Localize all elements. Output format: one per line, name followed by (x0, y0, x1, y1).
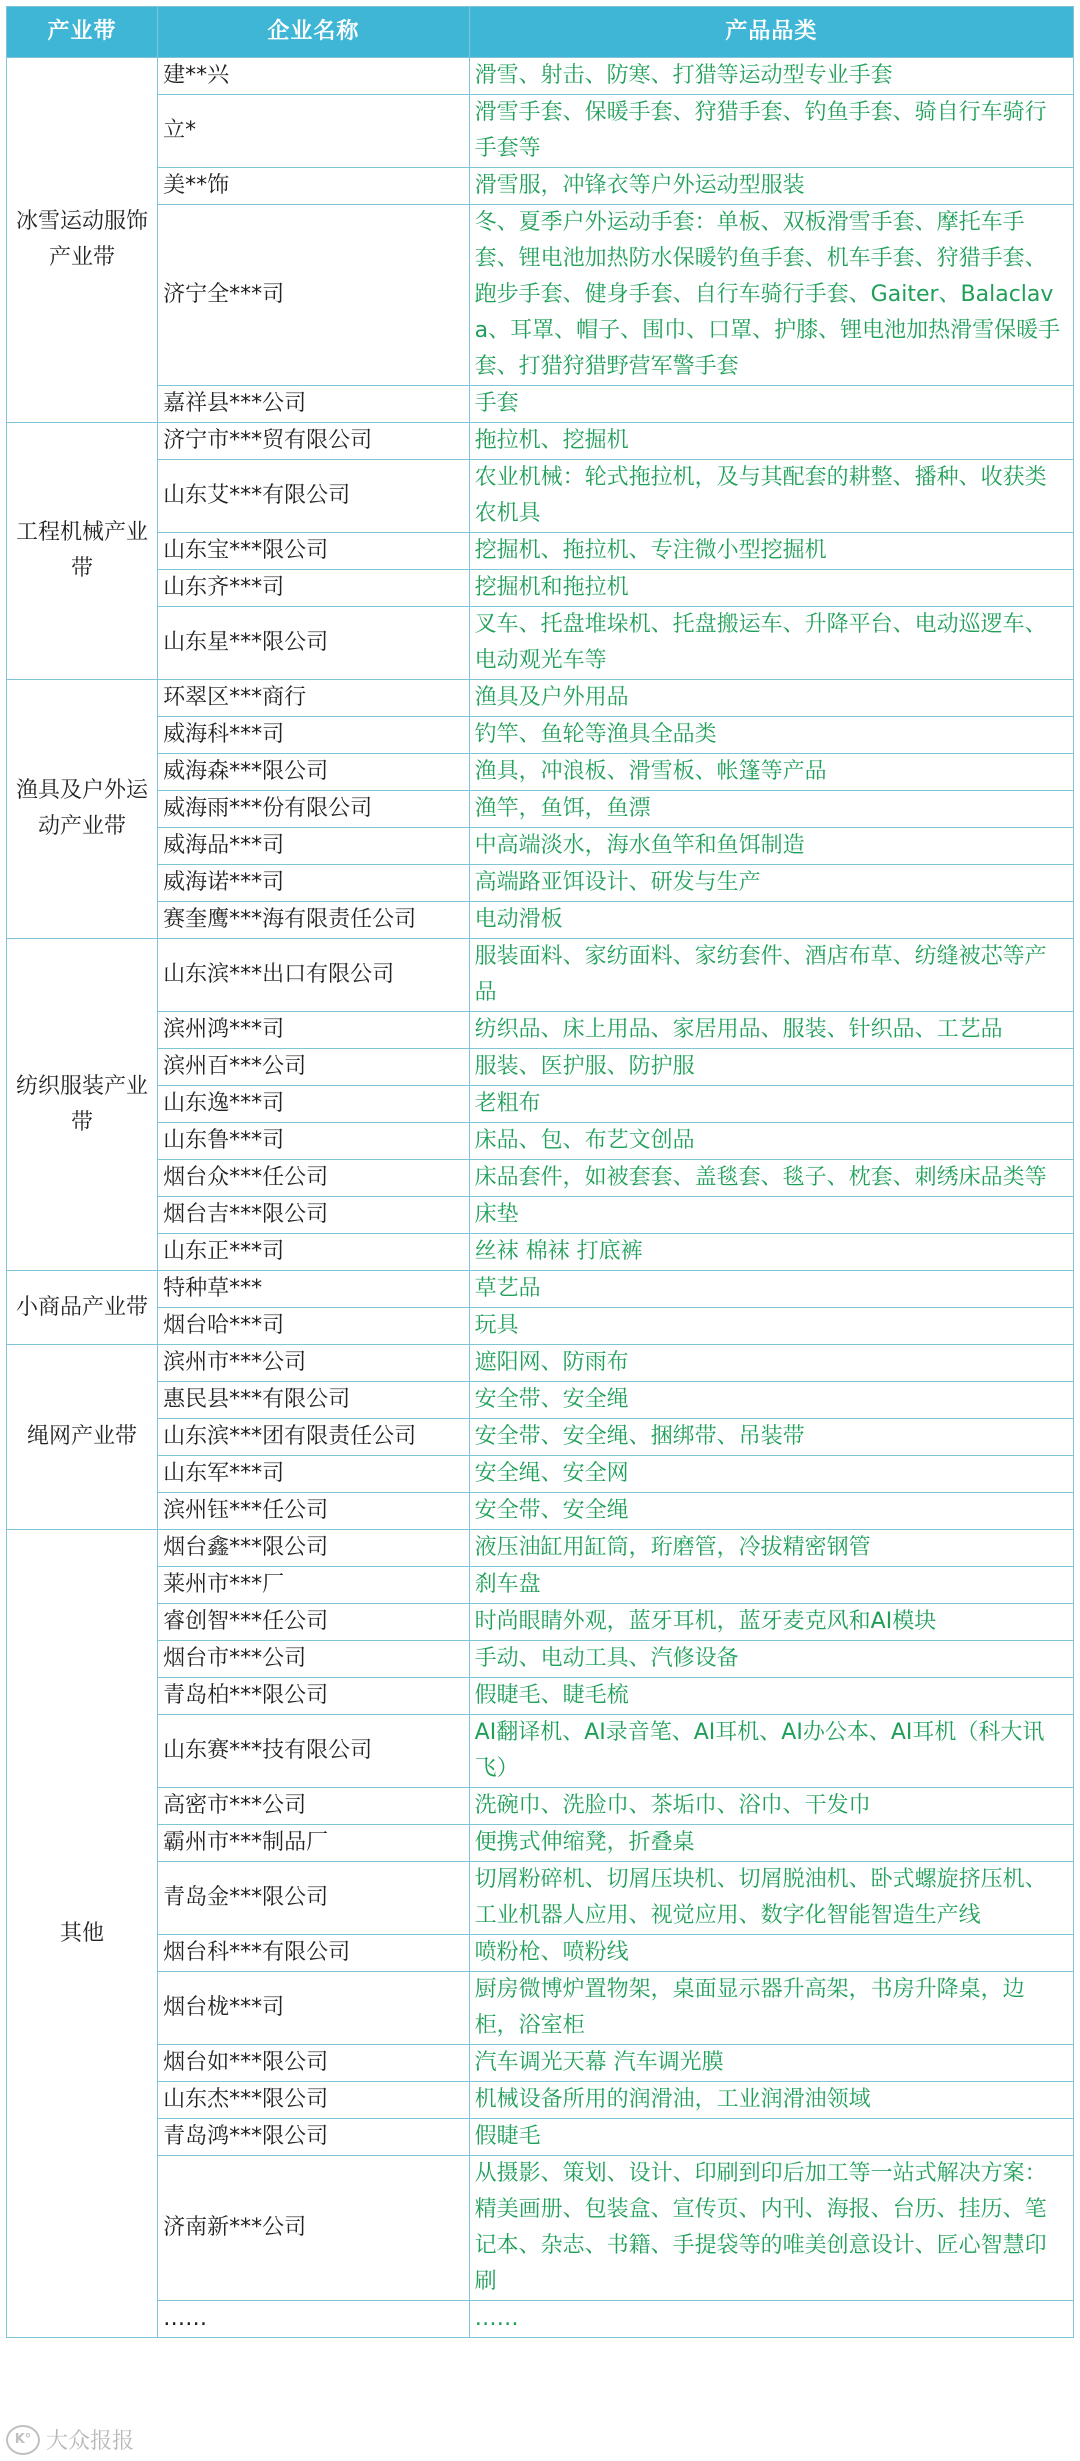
company-cell: 山东鲁***司 (158, 1123, 470, 1160)
table-row (7, 570, 1074, 607)
products-cell: 玩具 (469, 1308, 1073, 1345)
company-cell: 威海森***限公司 (158, 754, 470, 791)
company-cell: 济南新***公司 (158, 2156, 470, 2301)
company-cell: 山东赛***技有限公司 (158, 1715, 470, 1788)
header-zone: 产业带 (7, 7, 158, 58)
company-cell: 烟台市***公司 (158, 1641, 470, 1678)
company-cell: 青岛柏***限公司 (158, 1678, 470, 1715)
company-cell: 烟台众***任公司 (158, 1160, 470, 1197)
table-row (7, 460, 1074, 533)
company-cell: 济宁全***司 (158, 205, 470, 386)
products-cell: 遮阳网、防雨布 (469, 1345, 1073, 1382)
company-cell: 威海品***司 (158, 828, 470, 865)
products-cell: 老粗布 (469, 1086, 1073, 1123)
table-row (7, 1234, 1074, 1271)
products-cell: …… (469, 2301, 1073, 2338)
company-cell: 高密市***公司 (158, 1788, 470, 1825)
products-cell: 安全带、安全绳 (469, 1493, 1073, 1530)
table-row (7, 2119, 1074, 2156)
company-cell: 烟台哈***司 (158, 1308, 470, 1345)
table-row (7, 1049, 1074, 1086)
table-row (7, 1862, 1074, 1935)
table-row (7, 168, 1074, 205)
company-cell: 威海科***司 (158, 717, 470, 754)
products-cell: 汽车调光天幕 汽车调光膜 (469, 2045, 1073, 2082)
products-cell: 安全带、安全绳 (469, 1382, 1073, 1419)
products-cell: 刹车盘 (469, 1567, 1073, 1604)
products-cell: 农业机械：轮式拖拉机，及与其配套的耕整、播种、收获类农机具 (469, 460, 1073, 533)
table-row (7, 1086, 1074, 1123)
zone-cell: 冰雪运动服饰产业带 (7, 58, 158, 423)
products-cell: 挖掘机和拖拉机 (469, 570, 1073, 607)
company-cell: 山东军***司 (158, 1456, 470, 1493)
table-row (7, 865, 1074, 902)
table-row (7, 754, 1074, 791)
table-body (7, 58, 1074, 2338)
company-cell: 青岛鸿***限公司 (158, 2119, 470, 2156)
company-cell: 威海诺***司 (158, 865, 470, 902)
table-row (7, 1123, 1074, 1160)
company-cell: 山东杰***限公司 (158, 2082, 470, 2119)
watermark (6, 2424, 134, 2455)
zone-cell: 纺织服装产业带 (7, 939, 158, 1271)
table-row (7, 1715, 1074, 1788)
zone-cell: 工程机械产业带 (7, 423, 158, 680)
zone-cell: 渔具及户外运动产业带 (7, 680, 158, 939)
products-cell: 安全带、安全绳、捆绑带、吊装带 (469, 1419, 1073, 1456)
products-cell: 便携式伸缩凳，折叠桌 (469, 1825, 1073, 1862)
products-cell: 假睫毛、睫毛梳 (469, 1678, 1073, 1715)
zone-cell: 小商品产业带 (7, 1271, 158, 1345)
products-cell: 高端路亚饵设计、研发与生产 (469, 865, 1073, 902)
table-row (7, 1935, 1074, 1972)
company-cell: 美**饰 (158, 168, 470, 205)
products-cell: 丝袜 棉袜 打底裤 (469, 1234, 1073, 1271)
table-row (7, 1530, 1074, 1567)
table-row (7, 1788, 1074, 1825)
company-cell: 山东艾***有限公司 (158, 460, 470, 533)
table-row (7, 1493, 1074, 1530)
products-cell: 钓竿、鱼轮等渔具全品类 (469, 717, 1073, 754)
products-cell: 滑雪服，冲锋衣等户外运动型服装 (469, 168, 1073, 205)
products-cell: 假睫毛 (469, 2119, 1073, 2156)
company-cell: 山东逸***司 (158, 1086, 470, 1123)
company-cell: 烟台吉***限公司 (158, 1197, 470, 1234)
table-row (7, 1641, 1074, 1678)
company-cell: 睿创智***任公司 (158, 1604, 470, 1641)
table-row (7, 1825, 1074, 1862)
company-cell: 烟台如***限公司 (158, 2045, 470, 2082)
table-row (7, 902, 1074, 939)
table-row (7, 939, 1074, 1012)
table-row (7, 1567, 1074, 1604)
table-row (7, 1972, 1074, 2045)
table-row (7, 2301, 1074, 2338)
company-cell: 滨州市***公司 (158, 1345, 470, 1382)
watermark-text: 大众报报 (46, 2429, 135, 2454)
company-cell: 山东滨***出口有限公司 (158, 939, 470, 1012)
company-cell: 建**兴 (158, 58, 470, 95)
products-cell: 滑雪手套、保暖手套、狩猎手套、钓鱼手套、骑自行车骑行手套等 (469, 95, 1073, 168)
products-cell: 床品、包、布艺文创品 (469, 1123, 1073, 1160)
company-cell: 赛奎鹰***海有限责任公司 (158, 902, 470, 939)
company-cell: 山东滨***团有限责任公司 (158, 1419, 470, 1456)
table-row (7, 1382, 1074, 1419)
products-cell: 厨房微博炉置物架，桌面显示器升高架，书房升降桌，边柜，浴室柜 (469, 1972, 1073, 2045)
company-cell: 威海雨***份有限公司 (158, 791, 470, 828)
industry-table (6, 6, 1074, 2338)
company-cell: 山东星***限公司 (158, 607, 470, 680)
table-row (7, 1604, 1074, 1641)
table-row (7, 1160, 1074, 1197)
table-row (7, 1678, 1074, 1715)
company-cell: 烟台科***有限公司 (158, 1935, 470, 1972)
products-cell: 手动、电动工具、汽修设备 (469, 1641, 1073, 1678)
header-company: 企业名称 (158, 7, 470, 58)
products-cell: 渔具，冲浪板、滑雪板、帐篷等产品 (469, 754, 1073, 791)
company-cell: 莱州市***厂 (158, 1567, 470, 1604)
table-row (7, 2082, 1074, 2119)
company-cell: 特种草*** (158, 1271, 470, 1308)
company-cell: 山东齐***司 (158, 570, 470, 607)
products-cell: 渔具及户外用品 (469, 680, 1073, 717)
products-cell: 渔竿，鱼饵，鱼漂 (469, 791, 1073, 828)
table-row (7, 717, 1074, 754)
products-cell: 服装面料、家纺面料、家纺套件、酒店布草、纺缝被芯等产品 (469, 939, 1073, 1012)
products-cell: 机械设备所用的润滑油，工业润滑油领域 (469, 2082, 1073, 2119)
products-cell: 挖掘机、拖拉机、专注微小型挖掘机 (469, 533, 1073, 570)
table-row (7, 680, 1074, 717)
table-row (7, 1345, 1074, 1382)
products-cell: 喷粉枪、喷粉线 (469, 1935, 1073, 1972)
table-row (7, 423, 1074, 460)
table-row (7, 205, 1074, 386)
table-row (7, 2156, 1074, 2301)
products-cell: 服装、医护服、防护服 (469, 1049, 1073, 1086)
company-cell: 立* (158, 95, 470, 168)
products-cell: 手套 (469, 386, 1073, 423)
products-cell: 纺织品、床上用品、家居用品、服装、针织品、工艺品 (469, 1012, 1073, 1049)
company-cell: 青岛金***限公司 (158, 1862, 470, 1935)
products-cell: 安全绳、安全网 (469, 1456, 1073, 1493)
table-row (7, 533, 1074, 570)
table-row (7, 1012, 1074, 1049)
company-cell: 滨州百***公司 (158, 1049, 470, 1086)
company-cell: 烟台栊***司 (158, 1972, 470, 2045)
products-cell: 冬、夏季户外运动手套：单板、双板滑雪手套、摩托车手套、锂电池加热防水保暖钓鱼手套、机车手套、狩猎手套、跑步手套、健身手套、自行车骑行手套、Gaiter、Balaclava、耳罩、帽子、围巾、口罩、护膝、锂电池加热滑雪保暖手套、打猎狩猎野营军警手套 (469, 205, 1073, 386)
table-row (7, 1308, 1074, 1345)
products-cell: 床垫 (469, 1197, 1073, 1234)
table-row (7, 58, 1074, 95)
products-cell: 液压油缸用缸筒，珩磨管，冷拔精密钢管 (469, 1530, 1073, 1567)
products-cell: 叉车、托盘堆垛机、托盘搬运车、升降平台、电动巡逻车、电动观光车等 (469, 607, 1073, 680)
table-row (7, 828, 1074, 865)
table-row (7, 1419, 1074, 1456)
company-cell: 山东宝***限公司 (158, 533, 470, 570)
company-cell: 济宁市***贸有限公司 (158, 423, 470, 460)
table-row (7, 95, 1074, 168)
products-cell: 中高端淡水，海水鱼竿和鱼饵制造 (469, 828, 1073, 865)
table-row (7, 2045, 1074, 2082)
company-cell: 环翠区***商行 (158, 680, 470, 717)
table-row (7, 1271, 1074, 1308)
company-cell: 霸州市***制品厂 (158, 1825, 470, 1862)
zone-cell: 绳网产业带 (7, 1345, 158, 1530)
company-cell: 山东正***司 (158, 1234, 470, 1271)
company-cell: 惠民县***有限公司 (158, 1382, 470, 1419)
company-cell: …… (158, 2301, 470, 2338)
table-row (7, 1456, 1074, 1493)
company-cell: 滨州钰***任公司 (158, 1493, 470, 1530)
table-row (7, 1197, 1074, 1234)
table-row (7, 607, 1074, 680)
products-cell: 洗碗巾、洗脸巾、茶垢巾、浴巾、干发巾 (469, 1788, 1073, 1825)
products-cell: 床品套件，如被套套、盖毯套、毯子、枕套、刺绣床品类等 (469, 1160, 1073, 1197)
company-cell: 烟台鑫***限公司 (158, 1530, 470, 1567)
watermark-logo-icon: K° (6, 2425, 40, 2455)
products-cell: 拖拉机、挖掘机 (469, 423, 1073, 460)
products-cell: 切屑粉碎机、切屑压块机、切屑脱油机、卧式螺旋挤压机、工业机器人应用、视觉应用、数字化智能智造生产线 (469, 1862, 1073, 1935)
products-cell: 滑雪、射击、防寒、打猎等运动型专业手套 (469, 58, 1073, 95)
company-cell: 嘉祥县***公司 (158, 386, 470, 423)
products-cell: 从摄影、策划、设计、印刷到印后加工等一站式解决方案：精美画册、包装盒、宣传页、内刊、海报、台历、挂历、笔记本、杂志、书籍、手提袋等的唯美创意设计、匠心智慧印刷 (469, 2156, 1073, 2301)
table-row (7, 791, 1074, 828)
products-cell: 时尚眼睛外观，蓝牙耳机，蓝牙麦克风和AI模块 (469, 1604, 1073, 1641)
company-cell: 滨州鸿***司 (158, 1012, 470, 1049)
products-cell: 电动滑板 (469, 902, 1073, 939)
table-header-row (7, 7, 1074, 58)
products-cell: AI翻译机、AI录音笔、AI耳机、AI办公本、AI耳机（科大讯飞） (469, 1715, 1073, 1788)
products-cell: 草艺品 (469, 1271, 1073, 1308)
table-row (7, 386, 1074, 423)
header-products: 产品品类 (469, 7, 1073, 58)
zone-cell: 其他 (7, 1530, 158, 2338)
